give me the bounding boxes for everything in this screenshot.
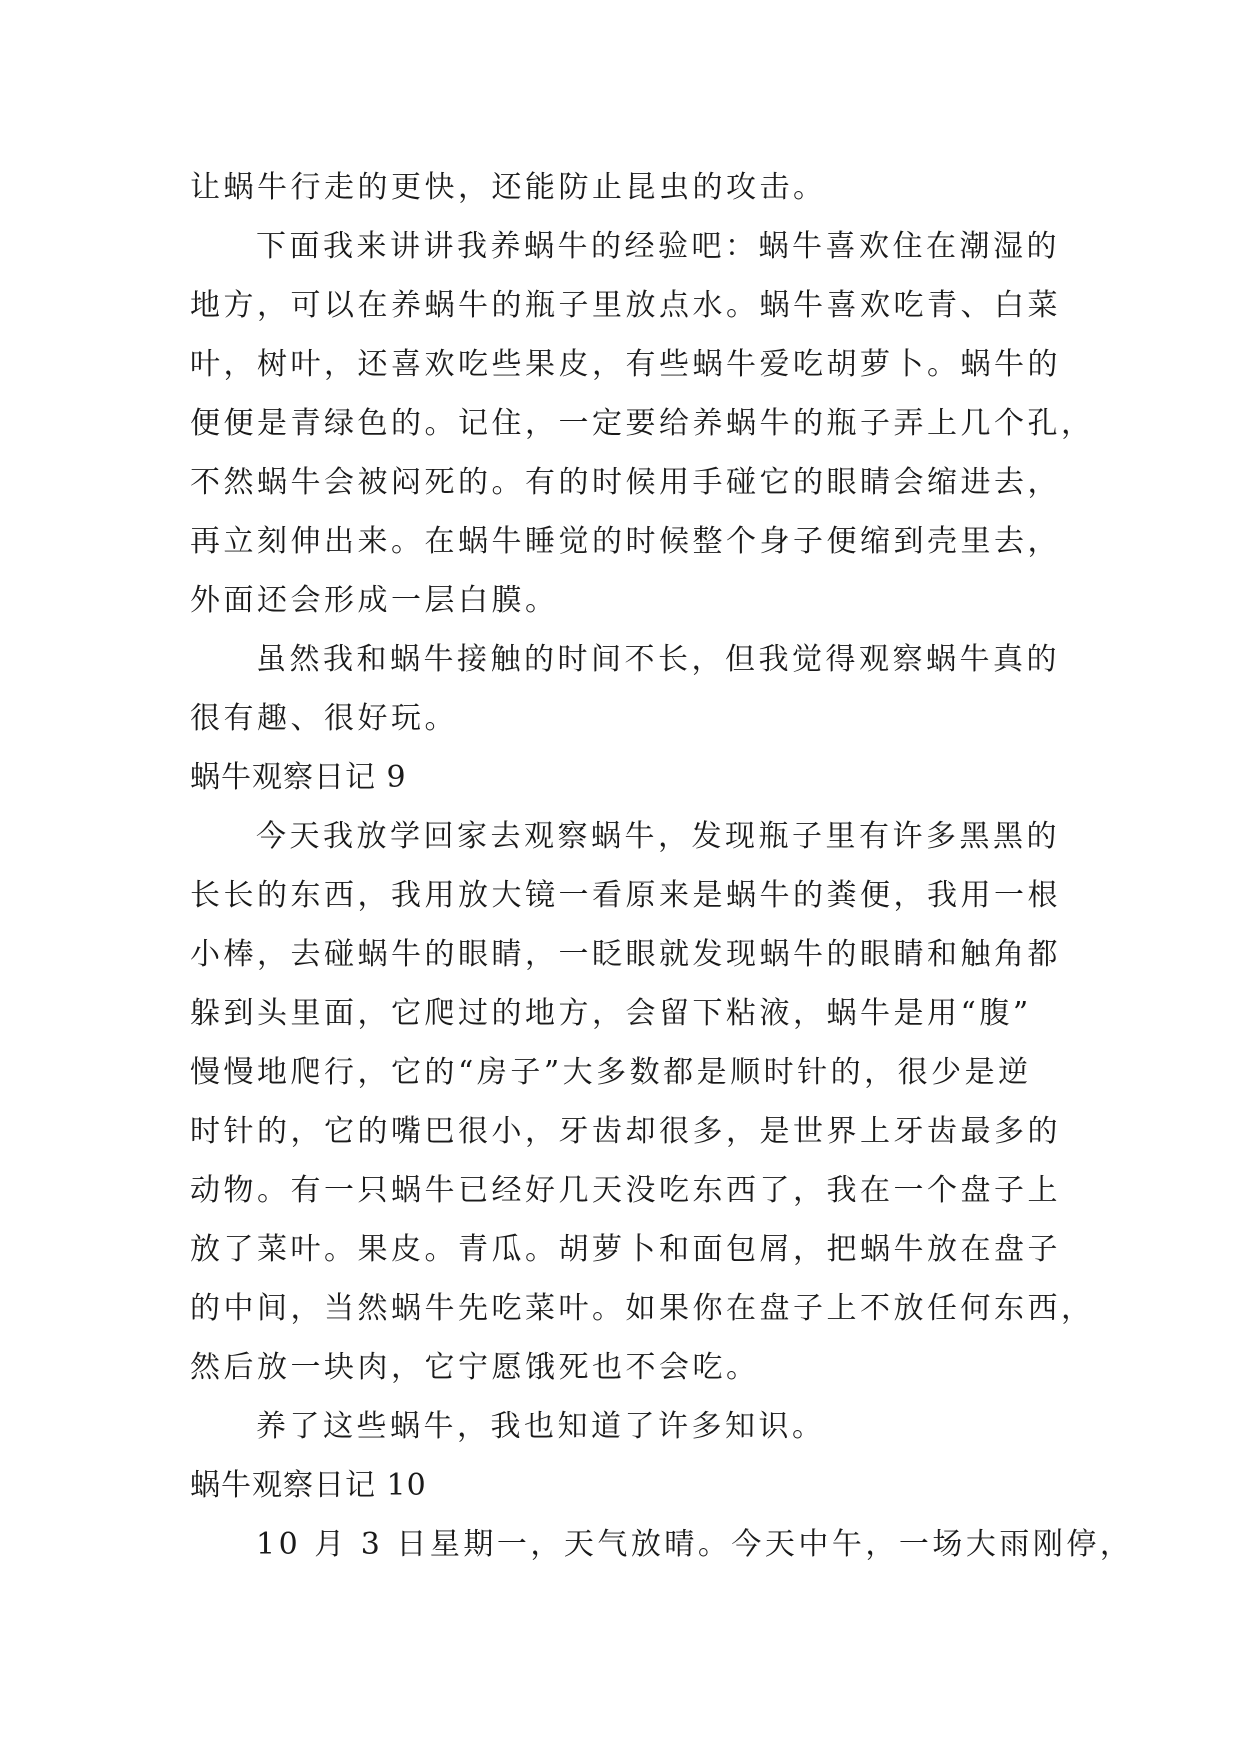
text-line: 动物。有一只蜗牛已经好几天没吃东西了，我在一个盘子上 xyxy=(190,1173,1061,1208)
text-line: 慢慢地爬行，它的“房子”大多数都是顺时针的，很少是逆 xyxy=(190,1055,1032,1090)
paragraph-start-line: 10 月 3 日星期一，天气放晴。今天中午，一场大雨刚停， xyxy=(256,1527,1134,1562)
text-line: 的中间，当然蜗牛先吃菜叶。如果你在盘子上不放任何东西， xyxy=(190,1291,1095,1326)
text-line: 便便是青绿色的。记住，一定要给养蜗牛的瓶子弄上几个孔， xyxy=(190,406,1095,441)
text-line: 再立刻伸出来。在蜗牛睡觉的时候整个身子便缩到壳里去， xyxy=(190,524,1061,559)
text-line: 叶，树叶，还喜欢吃些果皮，有些蜗牛爱吃胡萝卜。蜗牛的 xyxy=(190,347,1061,382)
paragraph-start-line: 养了这些蜗牛，我也知道了许多知识。 xyxy=(256,1409,826,1444)
section-heading: 蜗牛观察日记 10 xyxy=(190,1468,427,1503)
text-line: 让蜗牛行走的更快，还能防止昆虫的攻击。 xyxy=(190,170,827,205)
paragraph-start-line: 虽然我和蜗牛接触的时间不长，但我觉得观察蜗牛真的 xyxy=(256,642,1060,677)
text-line: 外面还会形成一层白膜。 xyxy=(190,583,559,618)
paragraph-start-line: 下面我来讲讲我养蜗牛的经验吧：蜗牛喜欢住在潮湿的 xyxy=(256,229,1060,264)
text-line: 小棒，去碰蜗牛的眼睛，一眨眼就发现蜗牛的眼睛和触角都 xyxy=(190,937,1061,972)
text-line: 不然蜗牛会被闷死的。有的时候用手碰它的眼睛会缩进去， xyxy=(190,465,1061,500)
document-body xyxy=(190,158,1134,1574)
paragraph-start-line: 今天我放学回家去观察蜗牛，发现瓶子里有许多黑黑的 xyxy=(256,819,1060,854)
text-line: 然后放一块肉，它宁愿饿死也不会吃。 xyxy=(190,1350,760,1385)
text-line: 时针的，它的嘴巴很小，牙齿却很多，是世界上牙齿最多的 xyxy=(190,1114,1061,1149)
section-heading: 蜗牛观察日记 9 xyxy=(190,760,407,795)
text-line: 长长的东西，我用放大镜一看原来是蜗牛的粪便，我用一根 xyxy=(190,878,1061,913)
text-line: 放了菜叶。果皮。青瓜。胡萝卜和面包屑，把蜗牛放在盘子 xyxy=(190,1232,1061,1267)
text-line: 躲到头里面，它爬过的地方，会留下粘液，蜗牛是用“腹” xyxy=(190,996,1032,1031)
text-line: 地方，可以在养蜗牛的瓶子里放点水。蜗牛喜欢吃青、白菜 xyxy=(190,288,1061,323)
text-line: 很有趣、很好玩。 xyxy=(190,701,458,736)
